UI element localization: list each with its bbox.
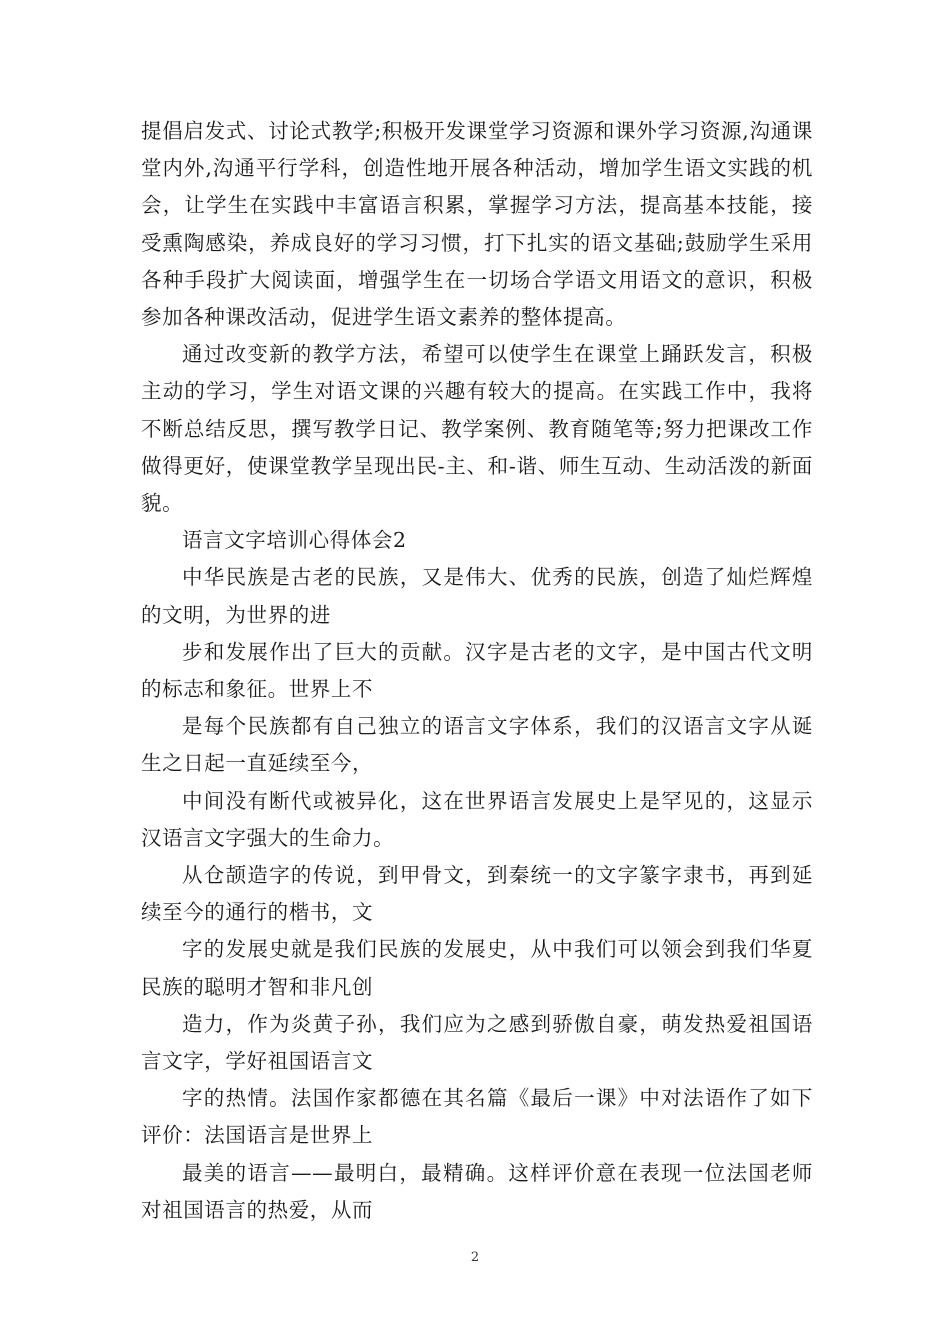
- paragraph-line: 最美的语言——最明白，最精确。这样评价意在表现一位法国老师对祖国语言的热爱，从而: [141, 1160, 813, 1222]
- section-heading: 语言文字培训心得体会2: [182, 528, 407, 553]
- paragraph-line: 步和发展作出了巨大的贡献。汉字是古老的文字，是中国古代文明的标志和象征。世界上不: [141, 639, 813, 702]
- paragraph-continuation: 提倡启发式、讨论式教学;积极开发课堂学习资源和课外学习资源,沟通课堂内外,沟通平行学科，创造性地开展各种活动，增加学生语文实践的机会，让学生在实践中丰富语言积累，掌握学习方法，提高基本技能，接受熏陶感染，养成良好的学习习惯，打下扎实的语文基础;鼓励学生采用各种手段扩大阅读面，增强学生在一切场合学语文用语文的意识，积极参加各种课改活动，促进学生语文素养的整体提高。: [141, 119, 813, 330]
- paragraph-line: 造力，作为炎黄子孙，我们应为之感到骄傲自豪，萌发热爱祖国语言文字，学好祖国语言文: [141, 1011, 813, 1074]
- paragraph-line: 中间没有断代或被异化，这在世界语言发展史上是罕见的，这显示汉语言文字强大的生命力。: [141, 788, 813, 850]
- paragraph-teaching-method: 通过改变新的教学方法，希望可以使学生在课堂上踊跃发言，积极主动的学习，学生对语文课的兴趣有较大的提高。在实践工作中，我将不断总结反思，撰写教学日记、教学案例、教育随笔等;努力把课改工作做得更好，使课堂教学呈现出民-主、和-谐、师生互动、生动活泼的新面貌。: [141, 342, 813, 516]
- page-number: 2: [470, 1250, 480, 1265]
- paragraph-line: 字的热情。法国作家都德在其名篇《最后一课》中对法语作了如下评价：法国语言是世界上: [141, 1086, 813, 1148]
- paragraph-line: 字的发展史就是我们民族的发展史，从中我们可以领会到我们华夏民族的聪明才智和非凡创: [141, 937, 813, 999]
- document-body: [141, 113, 813, 1229]
- paragraph-line: 中华民族是古老的民族，又是伟大、优秀的民族，创造了灿烂辉煌的文明，为世界的进: [141, 565, 813, 627]
- paragraph-line: 从仓颉造字的传说，到甲骨文，到秦统一的文字篆字隶书，再到延续至今的通行的楷书，文: [141, 863, 813, 925]
- paragraph-line: 是每个民族都有自己独立的语言文字体系，我们的汉语言文字从诞生之日起一直延续至今，: [141, 714, 813, 776]
